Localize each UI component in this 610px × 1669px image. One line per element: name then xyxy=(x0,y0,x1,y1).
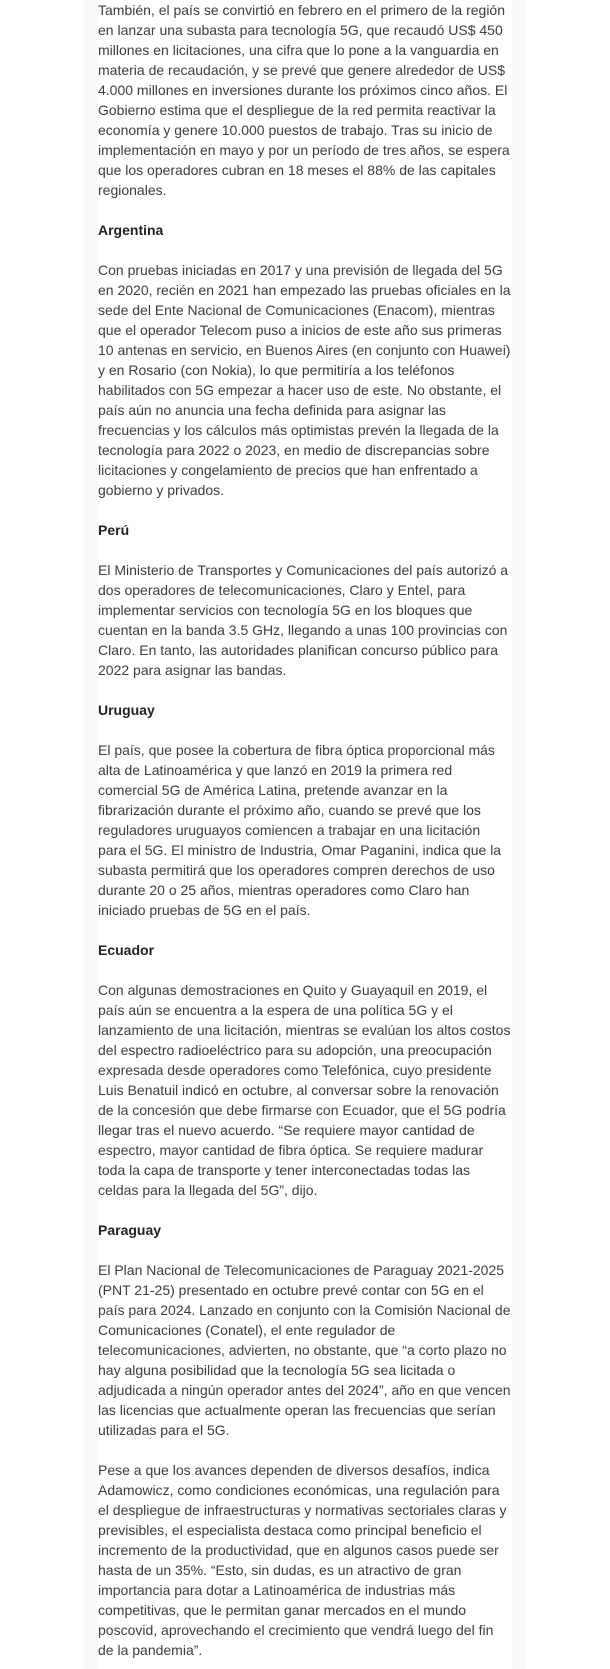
section-paragraph-uruguay: El país, que posee la cobertura de fibra óptica proporcional más alta de Latinoamérica y que lanzó en 2019 la primera red comercial 5G de América Latina, pretende avanzar en la fibrarización durante el próximo año, cuando se prevé que los reguladores uruguayos comiencen a trabajar en una licitación para el 5G. El ministro de Industria, Omar Paganini, indica que la subasta permitirá que los operadores compren derechos de uso durante 20 o 25 años, mientras operadores como Claro han iniciado pruebas de 5G en el país. xyxy=(98,742,502,918)
left-margin-strip xyxy=(84,0,98,1669)
section-heading-argentina: Argentina xyxy=(98,222,164,238)
section-heading-uruguay: Uruguay xyxy=(98,702,155,718)
section-uruguay xyxy=(98,700,512,920)
section-paraguay xyxy=(98,1220,512,1440)
section-argentina xyxy=(98,220,512,500)
section-paragraph-peru: El Ministerio de Transportes y Comunicaciones del país autorizó a dos operadores de telecomunicaciones, Claro y Entel, para implementar servicios con tecnología 5G en los bloques que cuentan en la banda 3.5 GHz, llegando a unas 100 provincias con Claro. En tanto, las autoridades planifican concurso público para 2022 para asignar las bandas. xyxy=(98,562,509,678)
section-peru xyxy=(98,520,512,680)
section-heading-ecuador: Ecuador xyxy=(98,942,155,958)
section-paragraph-ecuador: Con algunas demostraciones en Quito y Guayaquil en 2019, el país aún se encuentra a la espera de una política 5G y el lanzamiento de una licitación, mientras se evalúan los altos costos del espectro radioeléctrico para su adopción, una preocupación expresada desde operadores como Telefónica, cuyo presidente Luis Benatuil indicó en octubre, al conversar sobre la renovación de la concesión que debe firmarse con Ecuador, que el 5G podría llegar tras el nuevo acuerdo. “Se requiere mayor cantidad de espectro, mayor cantidad de fibra óptica. Se requiere madurar toda la capa de transporte y tener interconectadas todas las celdas para la llegada del 5G”, dijo. xyxy=(98,982,511,1198)
section-paragraph-argentina: Con pruebas iniciadas en 2017 y una previsión de llegada del 5G en 2020, recién en 2021 han empezado las pruebas oficiales en la sede del Ente Nacional de Comunicaciones (Enacom), mientras que el operador Telecom puso a inicios de este año sus primeras 10 antenas en servicio, en Buenos Aires (en conjunto con Huawei) y en Rosario (con Nokia), lo que permitiría a los teléfonos habilitados con 5G empezar a hacer uso de este. No obstante, el país aún no anuncia una fecha definida para asignar las frecuencias y los cálculos más optimistas prevén la llegada de la tecnología para 2022 o 2023, en medio de discrepancias sobre licitaciones y congelamiento de precios que han enfrentado a gobierno y privados. xyxy=(98,262,511,498)
section-paragraph-paraguay: El Plan Nacional de Telecomunicaciones de Paraguay 2021-2025 (PNT 21-25) presentado en octubre prevé contar con 5G en el país para 2024. Lanzado en conjunto con la Comisión Nacional de Comunicaciones (Conatel), el ente regulador de telecomunicaciones, advierten, no obstante, que “a corto plazo no hay alguna posibilidad que la tecnología 5G sea licitada o adjudicada a ningún operador antes del 2024”, año en que vencen las licencias que actualmente operan las frecuencias que serían utilizadas para el 5G. xyxy=(98,1262,511,1438)
closing-paragraph: Pese a que los avances dependen de diversos desafíos, indica Adamowicz, como condiciones económicas, una regulación para el despliegue de infraestructuras y normativas sectoriales claras y previsibles, el especialista destaca como principal beneficio el incremento de la productividad, que en algunos casos puede ser hasta de un 35%. “Esto, sin dudas, es un atractivo de gran importancia para dotar a Latinoamérica de industrias más competitivas, que le permitan ganar mercados en el mundo poscovid, aprovechando el crecimiento que vendrá luego del fin de la pandemia”. xyxy=(98,1462,507,1658)
right-margin-strip xyxy=(512,0,526,1669)
intro-paragraph: También, el país se convirtió en febrero en el primero de la región en lanzar una subasta para tecnología 5G, que recaudó US$ 450 millones en licitaciones, una cifra que lo pone a la vanguardia en materia de recaudación, y se prevé que genere alrededor de US$ 4.000 millones en inversiones durante los próximos cinco años. El Gobierno estima que el despliegue de la red permita reactivar la economía y genere 10.000 puestos de trabajo. Tras su inicio de implementación en mayo y por un período de tres años, se espera que los operadores cubran en 18 meses el 88% de las capitales regionales. xyxy=(98,2,510,198)
section-ecuador xyxy=(98,940,512,1200)
section-heading-paraguay: Paraguay xyxy=(98,1222,162,1238)
article-body xyxy=(98,0,512,1660)
section-heading-peru: Perú xyxy=(98,522,130,538)
